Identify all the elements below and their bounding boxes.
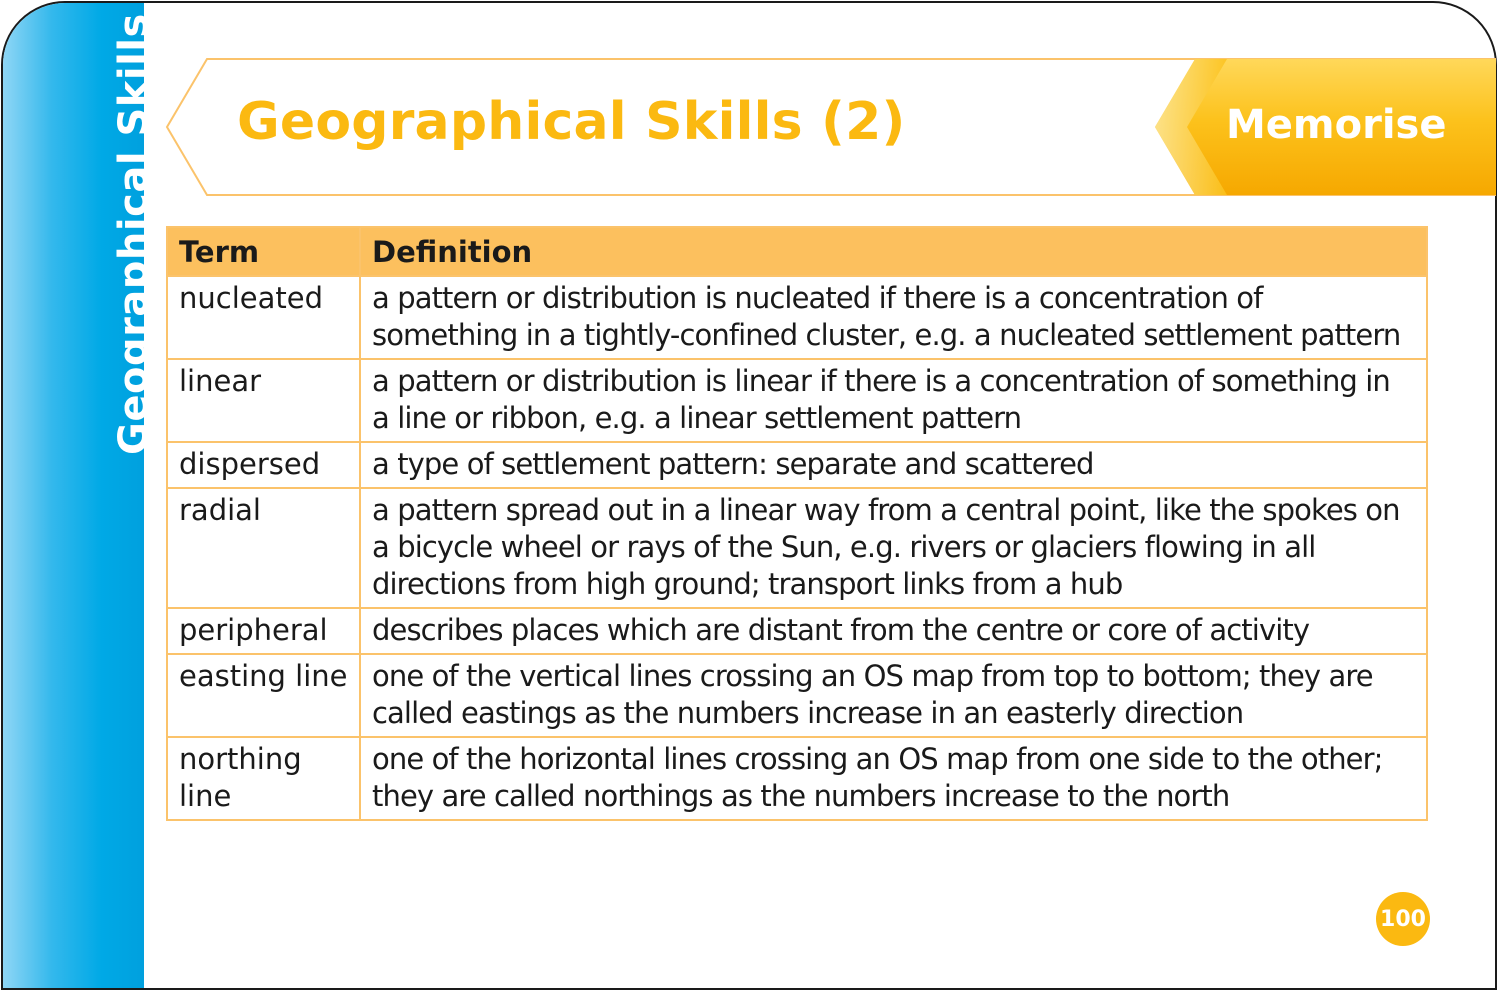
table-header-row [167,227,1427,276]
table-row [167,488,1427,608]
term-cell: nucleated [167,276,360,359]
term-cell: northing line [167,737,360,820]
page-title: Geographical Skills (2) [237,92,906,152]
term-cell: easting line [167,654,360,737]
term-cell: peripheral [167,608,360,654]
side-tab [3,3,157,988]
definition-cell: a pattern spread out in a linear way from a central point, like the spokes on a bicycle wheel or rays of the Sun, e.g. rivers or glaciers flowing in all directions from high ground; transport links from a hub [360,488,1427,608]
definition-cell: describes places which are distant from the centre or core of activity [360,608,1427,654]
definition-cell: one of the horizontal lines crossing an OS map from one side to the other; they are called northings as the numbers increase to the north [360,737,1427,820]
term-cell: dispersed [167,442,360,488]
table-row [167,654,1427,737]
definition-cell: a pattern or distribution is linear if there is a concentration of something in a line or ribbon, e.g. a linear settlement pattern [360,359,1427,442]
definition-cell: a type of settlement pattern: separate and scattered [360,442,1427,488]
table-row [167,359,1427,442]
definition-cell: a pattern or distribution is nucleated if there is a concentration of something in a tightly-confined cluster, e.g. a nucleated settlement pattern [360,276,1427,359]
table-row [167,442,1427,488]
terms-table [166,226,1428,821]
term-cell: radial [167,488,360,608]
table-row [167,608,1427,654]
definition-cell: one of the vertical lines crossing an OS map from top to bottom; they are called eastings as the numbers increase in an easterly direction [360,654,1427,737]
table-row [167,737,1427,820]
column-header-definition: Definition [360,227,1427,276]
memorise-tag: Memorise [1226,102,1447,148]
term-cell: linear [167,359,360,442]
table-row [167,276,1427,359]
column-header-term: Term [167,227,360,276]
page-number-badge: 100 [1376,892,1430,946]
side-tab-label: Geographical Skills [111,13,157,455]
